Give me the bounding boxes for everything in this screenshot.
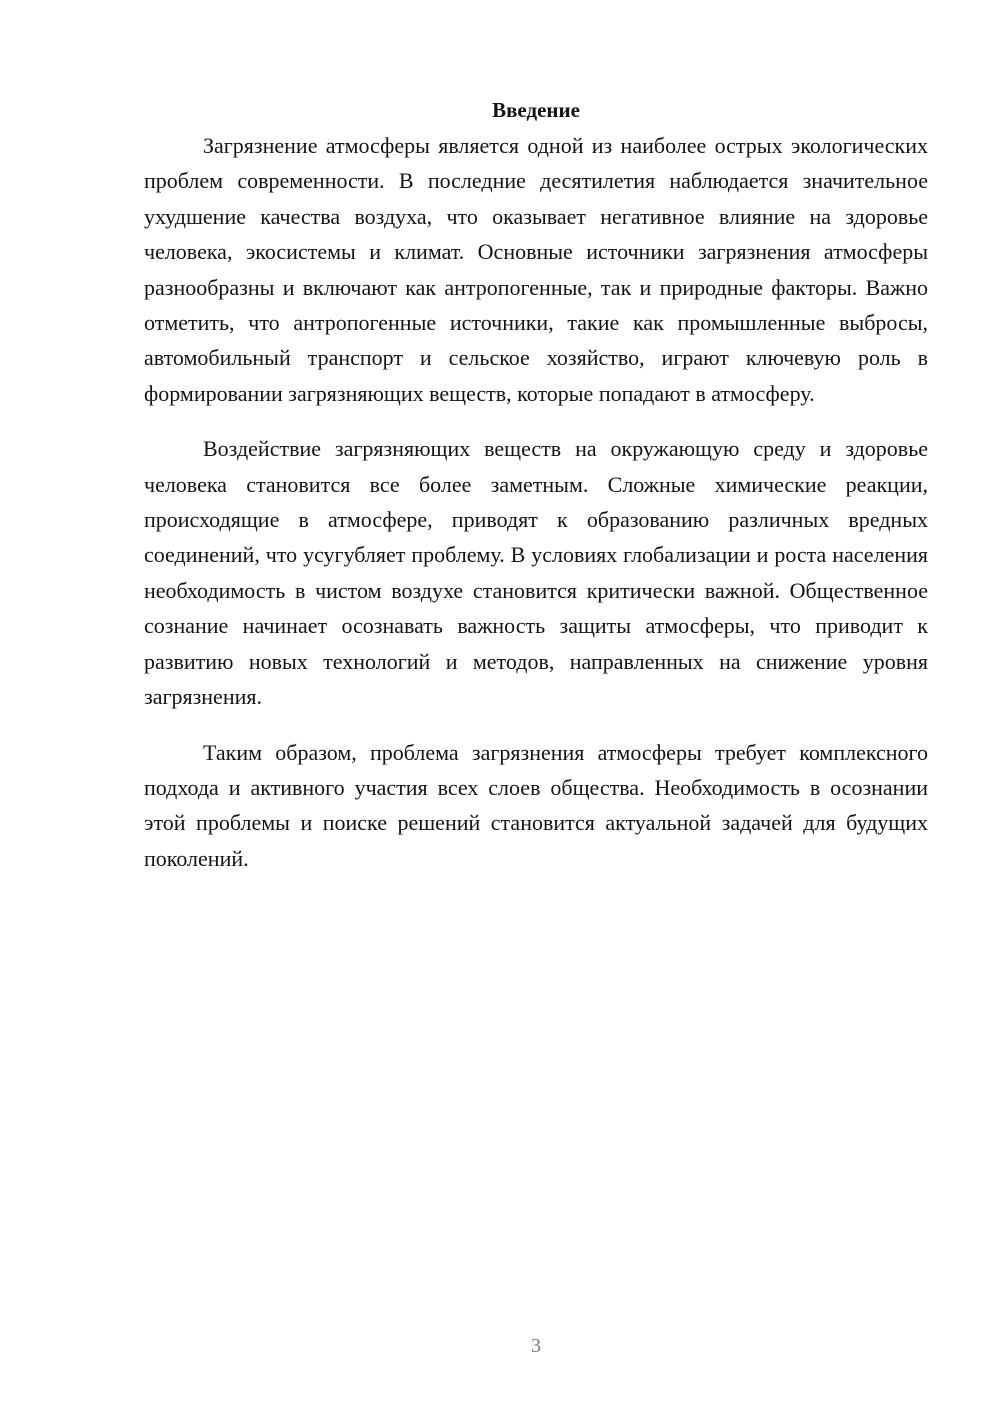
paragraph-2: Воздействие загрязняющих веществ на окружающую среду и здоровье человека становится все более заметным. Сложные химические реакции, происходящие в атмосфере, приводят к образованию различных вредных соединений, что усугубляет проблему. В условиях глобализации и роста населения необходимость в чистом воздухе становится критически важной. Общественное сознание начинает осознавать важность защиты атмосферы, что приводит к развитию новых технологий и методов, направленных на снижение уровня загрязнения. <box>144 436 928 710</box>
section-title: Введение <box>492 98 580 122</box>
page-number: 3 <box>531 1335 541 1357</box>
page-content <box>144 92 928 876</box>
paragraph-3: Таким образом, проблема загрязнения атмосферы требует комплексного подхода и активного участия всех слоев общества. Необходимость в осознании этой проблемы и поиске решений становится актуальной задачей для будущих поколений. <box>144 739 928 871</box>
paragraph-1: Загрязнение атмосферы является одной из наиболее острых экологических проблем современности. В последние десятилетия наблюдается значительное ухудшение качества воздуха, что оказывает негативное влияние на здоровье человека, экосистемы и климат. Основные источники загрязнения атмосферы разнообразны и включают как антропогенные, так и природные факторы. Важно отметить, что антропогенные источники, такие как промышленные выбросы, автомобильный транспорт и сельское хозяйство, играют ключевую роль в формировании загрязняющих веществ, которые попадают в атмосферу. <box>144 133 928 406</box>
